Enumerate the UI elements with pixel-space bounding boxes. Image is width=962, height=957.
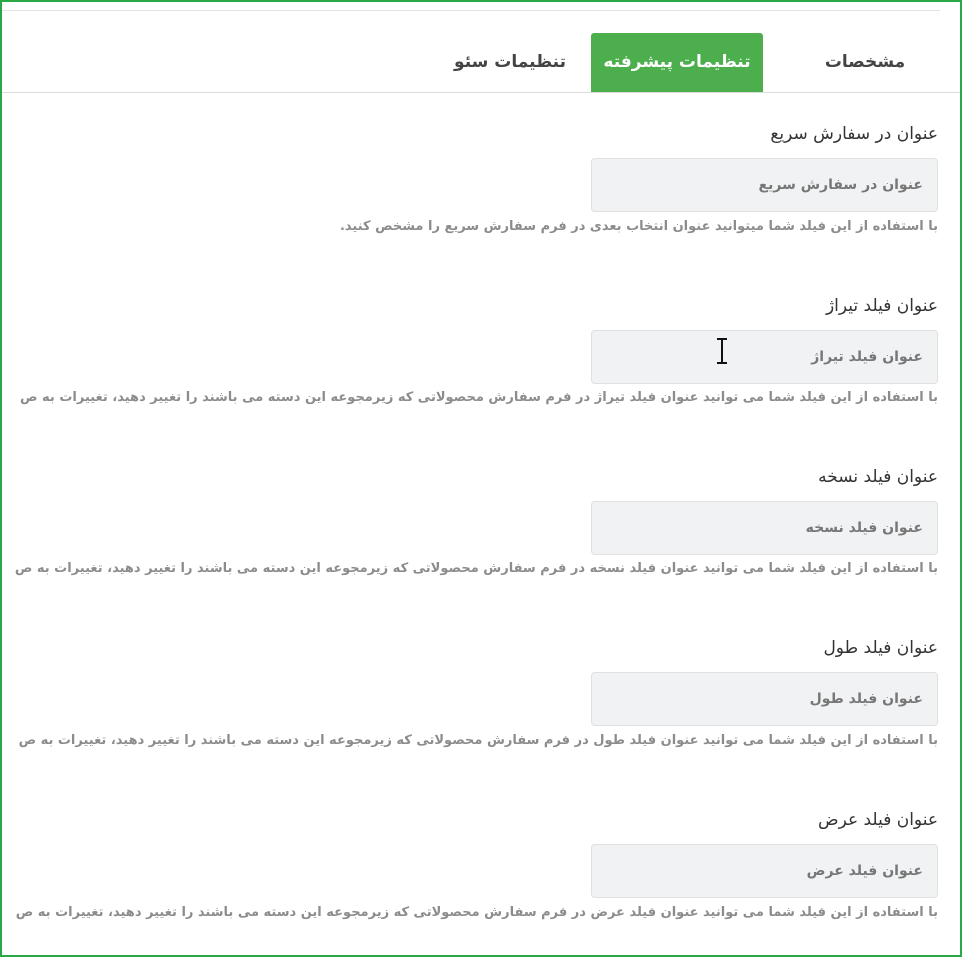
field-label-quick-order-title: عنوان در سفارش سریع — [770, 124, 938, 144]
tab-seo-settings[interactable]: تنظیمات سئو — [454, 52, 566, 72]
tab-advanced-settings[interactable]: تنظیمات پیشرفته — [591, 33, 763, 92]
field-label-copy: عنوان فیلد نسخه — [818, 467, 938, 487]
copy-title-input[interactable] — [591, 501, 938, 555]
text-cursor-icon — [714, 338, 730, 364]
field-help-length: با استفاده از این فیلد شما می توانید عنوان فیلد طول در فرم سفارش محصولاتی که زیرمجوعه این دسته می باشند را تغییر دهید، تغییرات به ص — [18, 733, 938, 748]
width-title-input[interactable] — [591, 844, 938, 898]
field-help-quick-order-title: با استفاده از این فیلد شما میتوانید عنوان انتخاب بعدی در فرم سفارش سریع را مشخص کنید. — [339, 219, 938, 234]
field-label-width: عنوان فیلد عرض — [818, 810, 938, 830]
field-label-length: عنوان فیلد طول — [823, 638, 938, 658]
field-help-copy: با استفاده از این فیلد شما می توانید عنوان فیلد نسخه در فرم سفارش محصولاتی که زیرمجوعه این دسته می باشند را تغییر دهید، تغییرات به ص — [14, 561, 938, 576]
tab-specifications[interactable]: مشخصات — [824, 52, 906, 72]
length-title-input[interactable] — [591, 672, 938, 726]
field-help-circulation: با استفاده از این فیلد شما می توانید عنوان فیلد تیراژ در فرم سفارش محصولاتی که زیرمجوعه این دسته می باشند را تغییر دهید، تغییرات به ص — [20, 390, 938, 405]
circulation-title-input[interactable] — [591, 330, 938, 384]
field-help-width: با استفاده از این فیلد شما می توانید عنوان فیلد عرض در فرم سفارش محصولاتی که زیرمجوعه این دسته می باشند را تغییر دهید، تغییرات به ص — [15, 905, 938, 920]
form-fields — [2, 2, 960, 955]
field-label-circulation: عنوان فیلد تیراژ — [825, 296, 938, 316]
quick-order-title-input[interactable] — [591, 158, 938, 212]
